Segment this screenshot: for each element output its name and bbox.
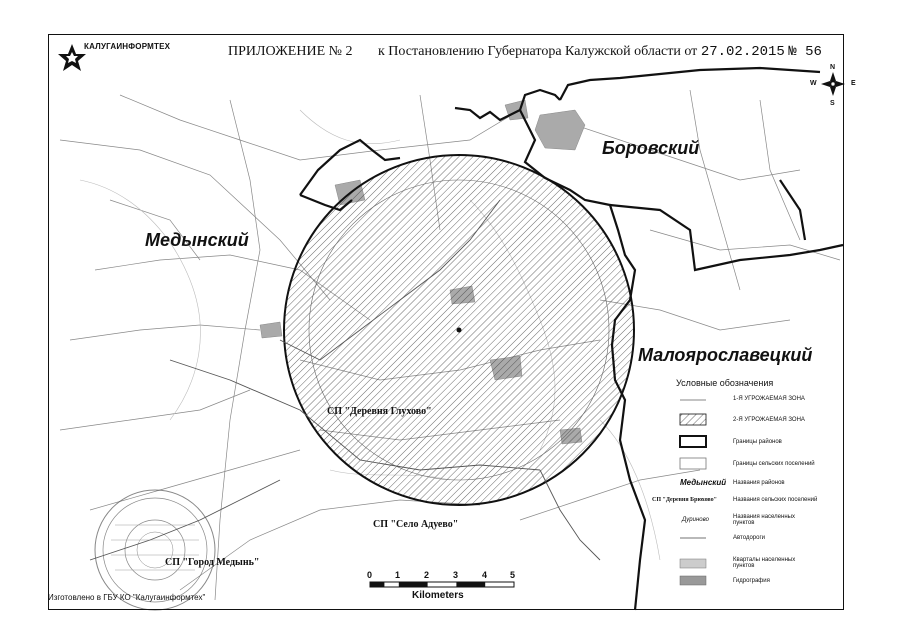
- decree-number: № 56: [788, 44, 822, 60]
- scale-tick-0: 0: [367, 570, 373, 580]
- decree-date: 27.02.2015: [700, 44, 785, 60]
- legend-zone1: 1-Я УГРОЖАЕМАЯ ЗОНА: [733, 396, 805, 402]
- scale-tick-2: 2: [424, 570, 430, 580]
- scale-unit: Kilometers: [412, 590, 464, 601]
- legend-settlement-borders: Границы сельских поселений: [733, 461, 815, 467]
- district-maloyaroslavetsky: Малоярославецкий: [638, 345, 813, 365]
- legend-settlement-names: Названия сельских поселений: [733, 497, 818, 503]
- scale-tick-3: 3: [453, 570, 459, 580]
- scale-tick-4: 4: [482, 570, 488, 580]
- district-borovsky: Боровский: [602, 138, 700, 158]
- logo-text: КАЛУГАИНФОРМТЕХ: [84, 42, 171, 51]
- legend-quarters: Кварталы населенных пунктов: [733, 557, 796, 569]
- maker-label: Изготовлено в ГБУ КО "Калугаинформтех": [48, 593, 206, 602]
- scale-tick-1: 1: [395, 570, 401, 580]
- legend-settlement-sample: СП "Деревня Брюхово": [652, 497, 717, 503]
- legend-roads: Автодороги: [733, 535, 765, 541]
- legend-district-sample: Медынский: [680, 478, 727, 487]
- legend-district-names: Названия районов: [733, 480, 785, 486]
- sp-aduevo: СП "Село Адуево": [373, 519, 459, 530]
- compass-e: E: [851, 80, 856, 87]
- sp-glukhovo: СП "Деревня Глухово": [327, 406, 432, 417]
- compass-w: W: [810, 80, 817, 87]
- decree-label: к Постановлению Губернатора Калужской области от: [378, 44, 698, 59]
- scale-tick-5: 5: [510, 570, 516, 580]
- legend-zone2: 2-Я УГРОЖАЕМАЯ ЗОНА: [733, 417, 805, 423]
- sp-medyn: СП "Город Медынь": [165, 557, 260, 568]
- legend-locality-sample: Дуриново: [682, 517, 709, 523]
- legend-title: Условные обозначения: [676, 378, 774, 388]
- page-title: [228, 44, 822, 60]
- compass-s: S: [830, 100, 835, 107]
- compass-n: N: [830, 64, 836, 71]
- appendix-label: ПРИЛОЖЕНИЕ № 2: [228, 44, 353, 59]
- district-medynsky: Медынский: [145, 230, 249, 250]
- legend-district-borders: Границы районов: [733, 439, 782, 445]
- legend-hydrography: Гидрография: [733, 578, 770, 584]
- legend-locality-names: Названия населенных пунктов: [733, 514, 795, 526]
